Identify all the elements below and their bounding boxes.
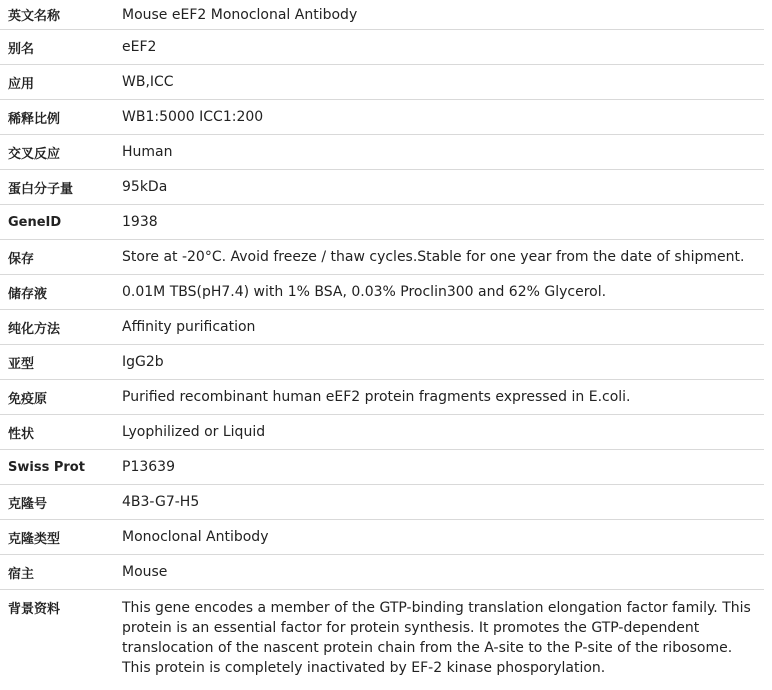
spec-row-application [0,65,764,100]
spec-label: 英文名称 [0,0,122,30]
spec-label: GeneID [0,205,122,240]
spec-label: 储存液 [0,275,122,310]
spec-value: Human [122,135,764,170]
spec-label: 克隆类型 [0,520,122,555]
spec-value: WB1:5000 ICC1:200 [122,100,764,135]
spec-value: IgG2b [122,345,764,380]
spec-row-purification [0,310,764,345]
spec-label: 别名 [0,30,122,65]
spec-label: 克隆号 [0,485,122,520]
spec-label: 纯化方法 [0,310,122,345]
spec-row-host [0,555,764,590]
spec-value: 4B3-G7-H5 [122,485,764,520]
spec-label: 宿主 [0,555,122,590]
spec-label: 应用 [0,65,122,100]
spec-row-molecular-weight [0,170,764,205]
spec-label: 保存 [0,240,122,275]
spec-row-english-name [0,0,764,30]
spec-value: WB,ICC [122,65,764,100]
spec-label: 背景资料 [8,602,61,617]
spec-row-reactivity [0,135,764,170]
spec-value: Store at -20°C. Avoid freeze / thaw cycles.Stable for one year from the date of shipment. [122,240,764,275]
spec-label: 性状 [0,415,122,450]
spec-row-form [0,415,764,450]
spec-row-storage [0,240,764,275]
spec-label: 交叉反应 [0,135,122,170]
spec-row-immunogen [0,380,764,415]
spec-label: 蛋白分子量 [0,170,122,205]
spec-value-background: This gene encodes a member of the GTP-binding translation elongation factor family. This protein is an essential factor for protein synthesis. It promotes the GTP-dependent translocation of the nascent protein chain from the A-site to the P-site of the ribosome. This protein is completely inactivated by EF-2 kinase phosporylation. [122,600,751,676]
spec-value: Monoclonal Antibody [122,520,764,555]
spec-label: 免疫原 [0,380,122,415]
spec-row-gene-id [0,205,764,240]
spec-row-clonality [0,520,764,555]
spec-label: Swiss Prot [0,450,122,485]
spec-label: 稀释比例 [0,100,122,135]
spec-value: Mouse [122,555,764,590]
spec-value: eEF2 [122,30,764,65]
spec-value: Affinity purification [122,310,764,345]
spec-row-isotype [0,345,764,380]
spec-row-clone-id [0,485,764,520]
spec-value: Mouse eEF2 Monoclonal Antibody [122,0,764,30]
spec-row-dilution [0,100,764,135]
spec-row-buffer [0,275,764,310]
spec-value: 95kDa [122,170,764,205]
spec-value: Purified recombinant human eEF2 protein fragments expressed in E.coli. [122,380,764,415]
spec-value: Lyophilized or Liquid [122,415,764,450]
spec-row-alias [0,30,764,65]
spec-row-background [0,590,764,679]
spec-value: 0.01M TBS(pH7.4) with 1% BSA, 0.03% Proclin300 and 62% Glycerol. [122,275,764,310]
spec-value: 1938 [122,205,764,240]
spec-value: P13639 [122,450,764,485]
spec-row-swiss-prot [0,450,764,485]
spec-label: 亚型 [0,345,122,380]
